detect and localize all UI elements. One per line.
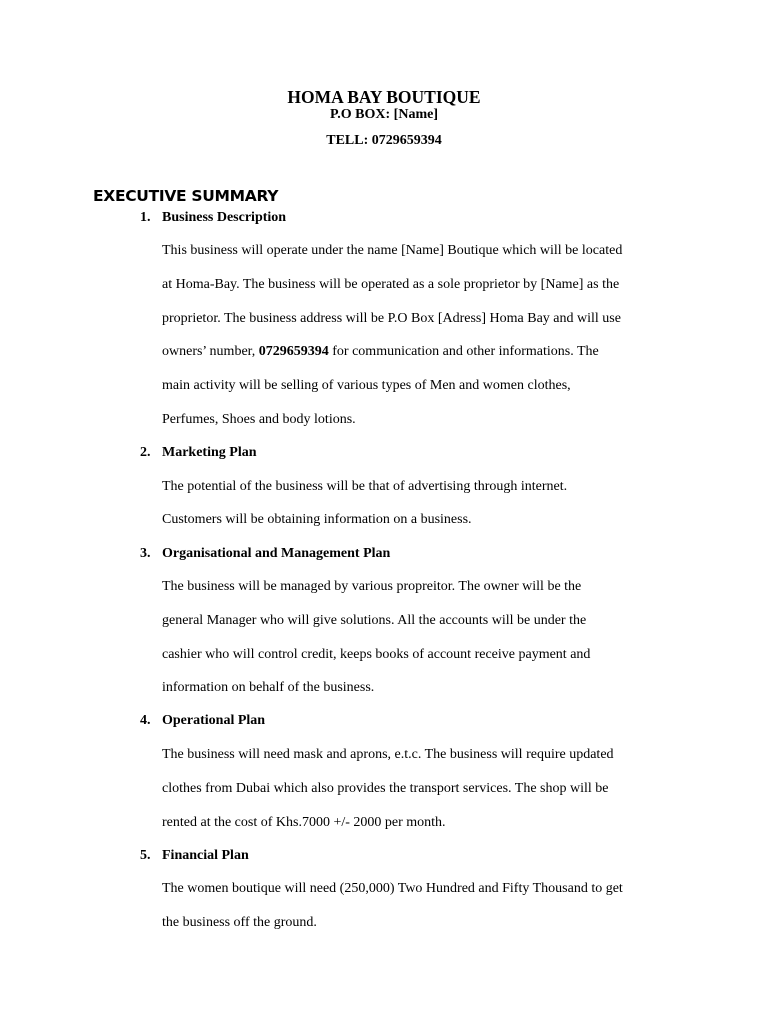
paragraph-text: for communication and other informations. The bbox=[328, 344, 599, 359]
paragraph-line: The business will need mask and aprons, e.t.c. The business will require updated bbox=[162, 747, 614, 762]
section-number: 2. bbox=[140, 445, 151, 460]
paragraph-line: Customers will be obtaining information on a business. bbox=[162, 512, 472, 527]
section-number: 4. bbox=[140, 713, 151, 728]
document-title: HOMA BAY BOUTIQUE bbox=[287, 87, 481, 107]
paragraph-text: owners’ number, bbox=[162, 344, 259, 359]
paragraph-line: This business will operate under the name [Name] Boutique which will be located bbox=[162, 243, 623, 258]
paragraph-line: cashier who will control credit, keeps books of account receive payment and bbox=[162, 647, 591, 662]
paragraph-line: rented at the cost of Khs.7000 +/- 2000 per month. bbox=[162, 815, 446, 830]
section-title-organisational-plan: Organisational and Management Plan bbox=[162, 546, 391, 561]
executive-summary-heading: EXECUTIVE SUMMARY bbox=[93, 187, 279, 205]
paragraph-line: at Homa-Bay. The business will be operated as a sole proprietor by [Name] as the bbox=[162, 277, 620, 292]
section-title-business-description: Business Description bbox=[162, 210, 287, 225]
section-number: 1. bbox=[140, 210, 151, 225]
paragraph-line: Perfumes, Shoes and body lotions. bbox=[162, 412, 356, 427]
paragraph-line: proprietor. The business address will be P.O Box [Adress] Homa Bay and will use bbox=[162, 311, 621, 326]
telephone-line: TELL: 0729659394 bbox=[326, 133, 442, 148]
phone-number: 0729659394 bbox=[258, 344, 329, 359]
paragraph-line: clothes from Dubai which also provides the transport services. The shop will be bbox=[162, 781, 609, 796]
paragraph-line: The business will be managed by various propreitor. The owner will be the bbox=[162, 579, 582, 594]
paragraph-line: The women boutique will need (250,000) Two Hundred and Fifty Thousand to get bbox=[162, 881, 623, 896]
section-title-operational-plan: Operational Plan bbox=[162, 713, 266, 728]
paragraph-line: the business off the ground. bbox=[162, 915, 317, 930]
paragraph-line: general Manager who will give solutions. All the accounts will be under the bbox=[162, 613, 587, 628]
section-title-financial-plan: Financial Plan bbox=[162, 848, 249, 863]
section-number: 3. bbox=[140, 546, 151, 561]
section-title-marketing-plan: Marketing Plan bbox=[162, 445, 257, 460]
paragraph-line: information on behalf of the business. bbox=[162, 680, 375, 695]
paragraph-line: main activity will be selling of various types of Men and women clothes, bbox=[162, 378, 571, 393]
paragraph-line bbox=[162, 344, 599, 360]
po-box-line: P.O BOX: [Name] bbox=[330, 107, 438, 122]
section-number: 5. bbox=[140, 848, 151, 863]
paragraph-line: The potential of the business will be that of advertising through internet. bbox=[162, 479, 568, 494]
